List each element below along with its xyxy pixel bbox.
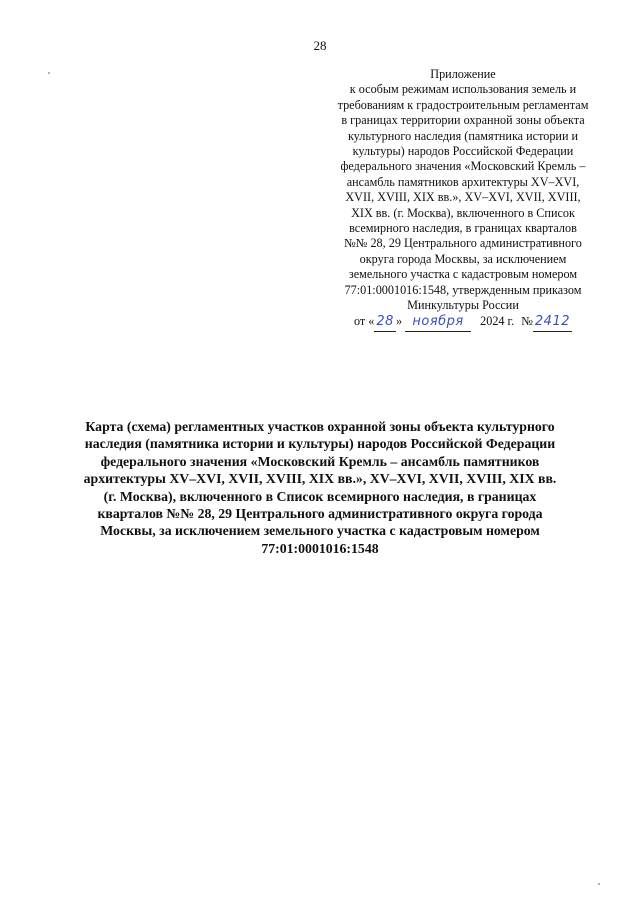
appendix-block [318, 67, 608, 330]
page-number: 28 [313, 38, 327, 53]
scan-speck [598, 883, 600, 885]
scan-speck [48, 72, 50, 74]
appendix-line: культуры) народов Российской Федерации [352, 144, 574, 159]
title-line: наследия (памятника истории и культуры) народов Российской Федерации [84, 436, 556, 452]
order-month-handwritten: ноября [405, 313, 471, 332]
title-line: архитектуры XV–XVI, XVII, XVIII, XIX вв.», XV–XVI, XVII, XVIII, XIX вв. [83, 471, 557, 487]
document-title [40, 418, 600, 557]
title-line: 77:01:0001016:1548 [261, 540, 379, 556]
title-line: Москвы, за исключением земельного участка с кадастровым номером [100, 523, 540, 539]
appendix-line: округа города Москвы, за исключением [359, 251, 567, 266]
title-line: федерального значения «Московский Кремль – ансамбль памятников [100, 453, 540, 469]
order-number-label: № [521, 313, 533, 328]
order-day-handwritten: 28 [374, 313, 396, 332]
appendix-line: 77:01:0001016:1548, утвержденным приказом [344, 282, 582, 297]
appendix-line: требованиям к градостроительным регламентам [337, 97, 589, 112]
order-date-line [318, 312, 608, 330]
appendix-line: в границах территории охранной зоны объекта [341, 113, 585, 128]
order-number-handwritten: 2412 [533, 313, 572, 332]
appendix-line: Минкультуры России [407, 298, 519, 313]
appendix-line: XIX вв. (г. Москва), включенного в Список [351, 205, 575, 220]
appendix-line: к особым режимам использования земель и [349, 82, 577, 97]
appendix-line: всемирного наследия, в границах кварталов [349, 221, 577, 236]
order-year: 2024 г. [480, 313, 515, 328]
appendix-line: №№ 28, 29 Центрального административного [344, 236, 582, 251]
title-line: Карта (схема) регламентных участков охранной зоны объекта культурного [85, 419, 555, 434]
appendix-line: Приложение [430, 67, 496, 81]
appendix-line: земельного участка с кадастровым номером [348, 267, 578, 282]
order-date-prefix: от « [353, 313, 375, 328]
appendix-line: ансамбль памятников архитектуры XV–XVI, [346, 174, 580, 189]
order-date-mid: » [395, 313, 403, 328]
appendix-line: федерального значения «Московский Кремль – [340, 159, 586, 174]
appendix-line: культурного наследия (памятника истории и [347, 128, 579, 143]
title-line: (г. Москва), включенного в Список всемирного наследия, в границах [103, 488, 537, 504]
title-line: кварталов №№ 28, 29 Центрального административного округа города [97, 506, 543, 522]
appendix-line: XVII, XVIII, XIX вв.», XV–XVI, XVII, XVIII, [345, 190, 581, 205]
